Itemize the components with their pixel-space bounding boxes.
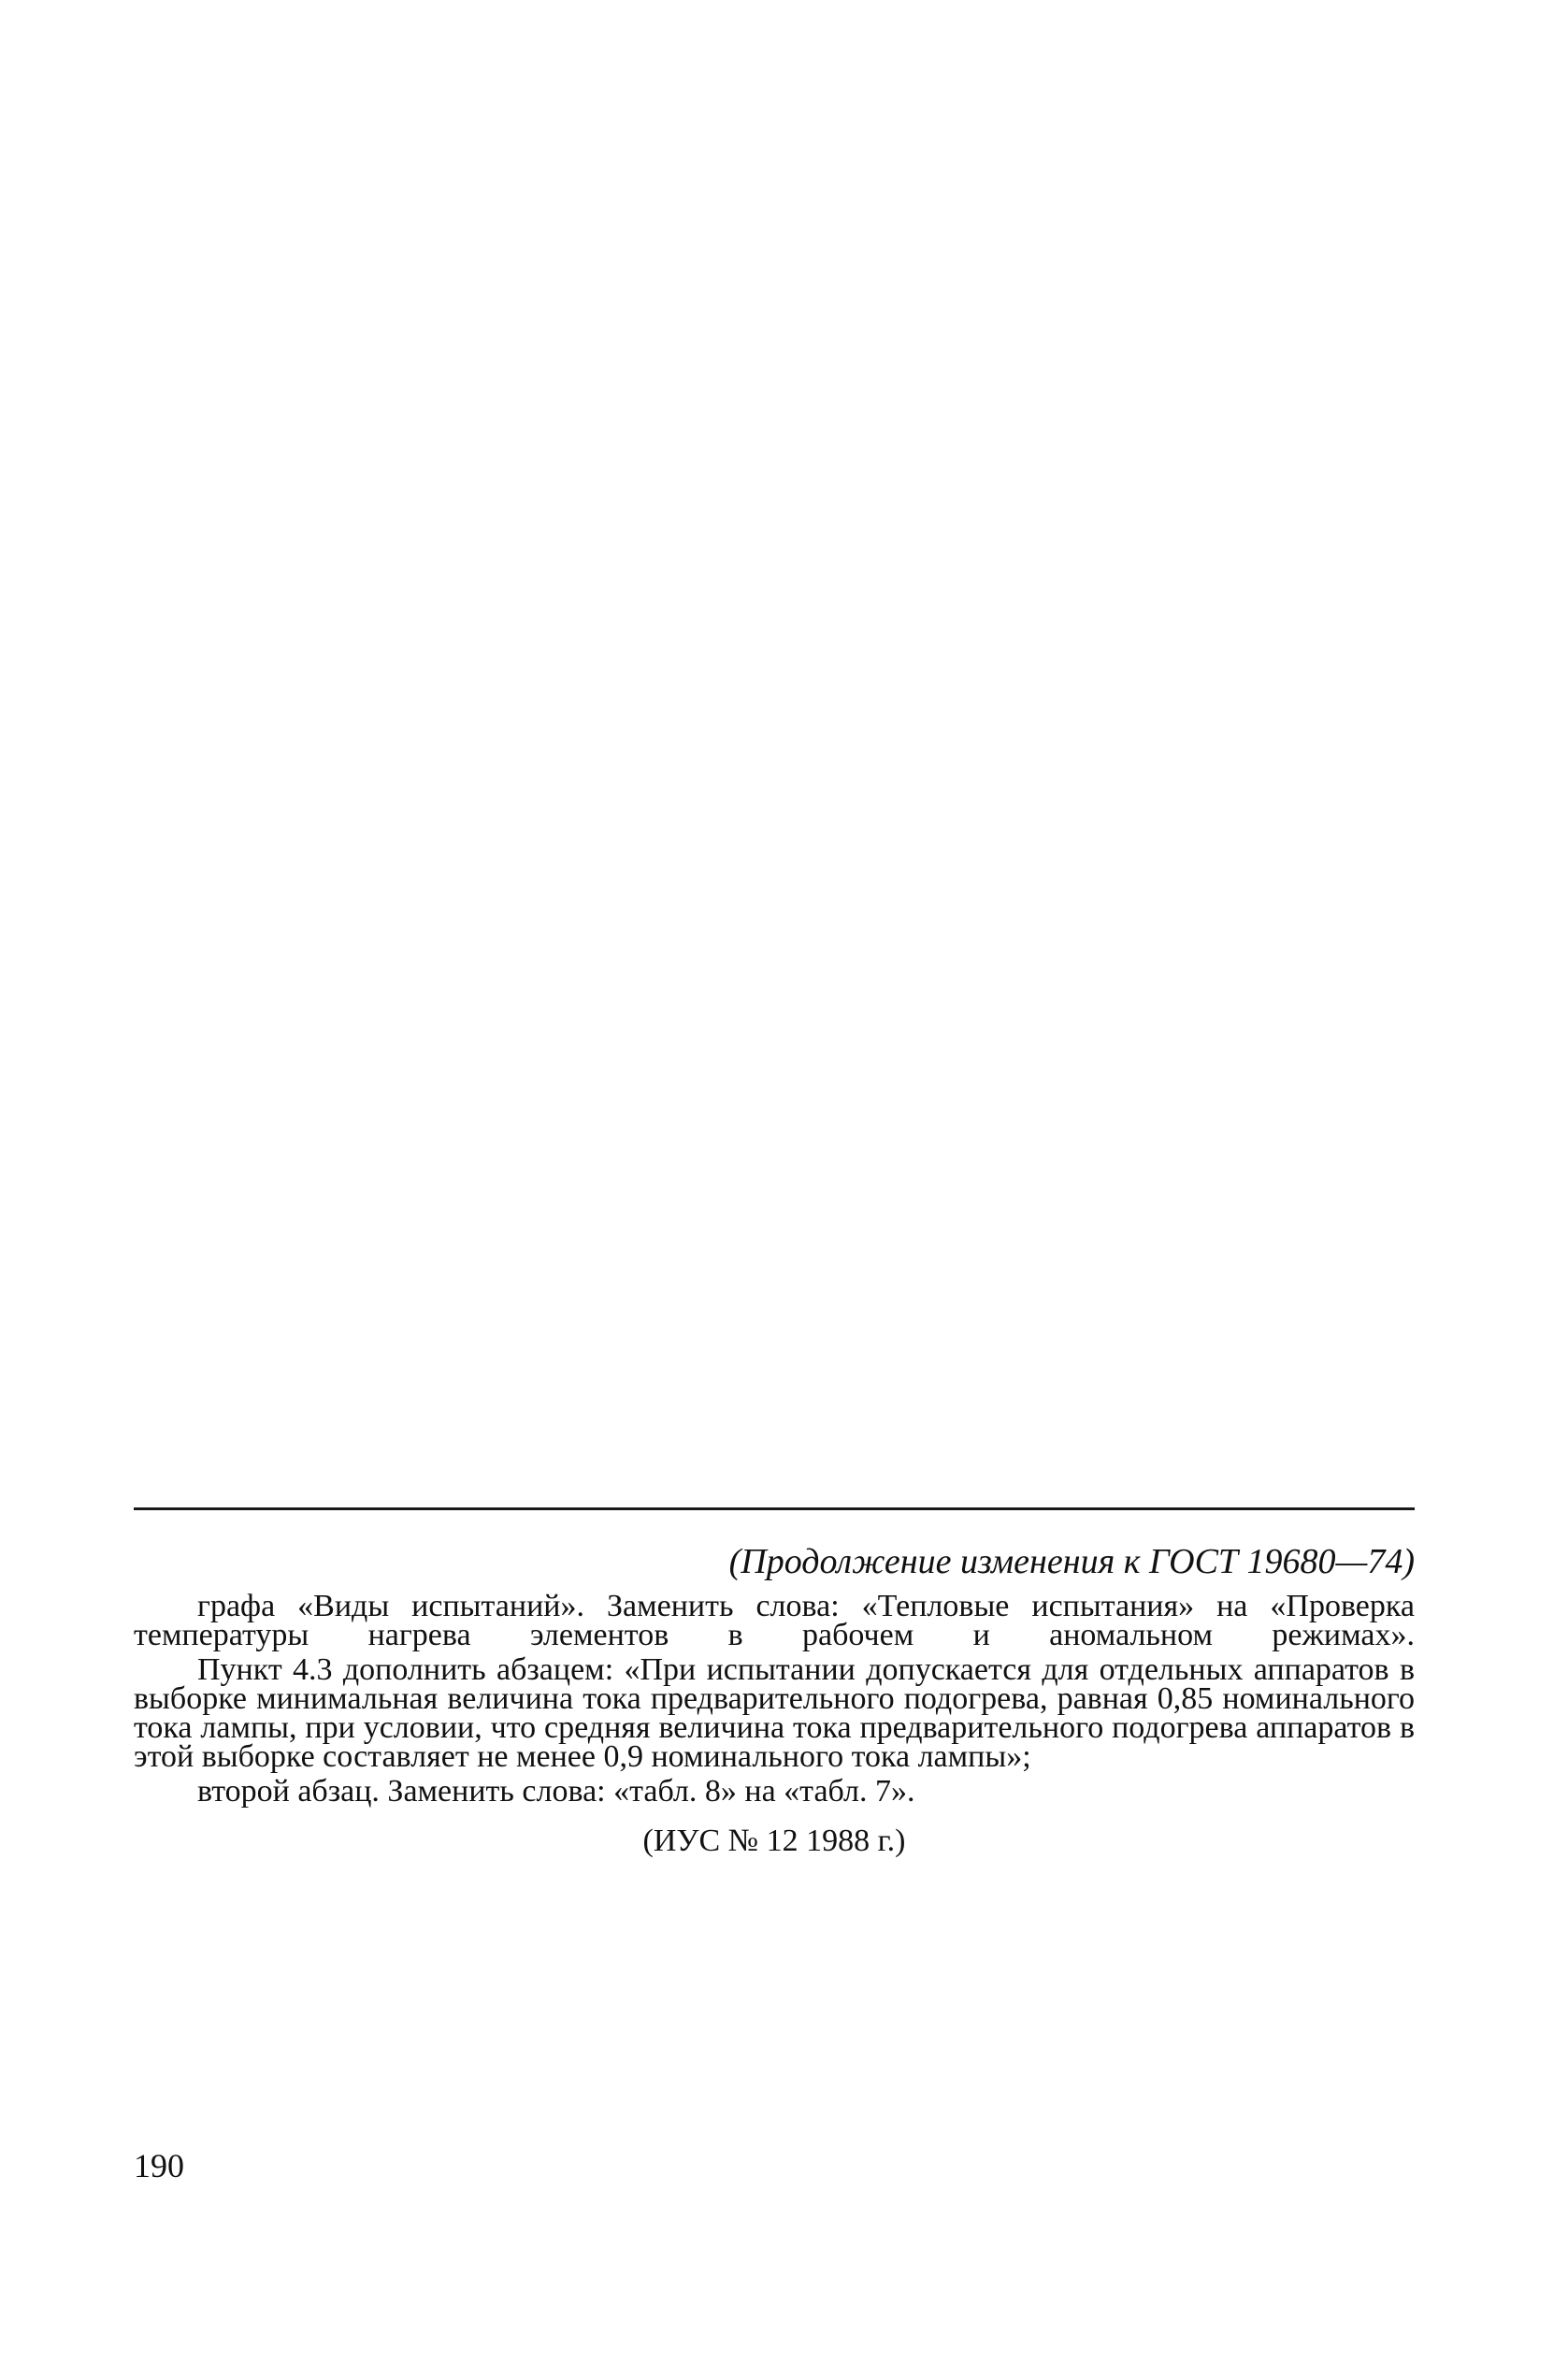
paragraph-second-abzac: второй абзац. Заменить слова: «табл. 8» на «табл. 7». bbox=[197, 1774, 915, 1809]
source-reference: (ИУС № 12 1988 г.) bbox=[642, 1823, 906, 1858]
paragraph-test-types: графа «Виды испытаний». Заменить слова: «Тепловые испытания» на «Проверка температуры нагрева элементов в рабочем и аномальном режимах». bbox=[134, 1589, 1415, 1652]
page-number: 190 bbox=[134, 2147, 184, 2184]
amendment-text-block bbox=[134, 1541, 1415, 1858]
paragraph-clause-4-3: Пункт 4.3 дополнить абзацем: «При испытании допускается для отдельных аппаратов в выборке минимальная величина тока предварительного подогрева, равная 0,85 номинального тока лампы, при условии, что средняя величина тока предварительного подогрева аппаратов в этой выборке составляет не менее 0,9 номинального тока лампы»; bbox=[134, 1652, 1415, 1774]
continuation-header: (Продолжение изменения к ГОСТ 19680—74) bbox=[728, 1542, 1415, 1581]
header-rule bbox=[134, 1507, 1415, 1510]
